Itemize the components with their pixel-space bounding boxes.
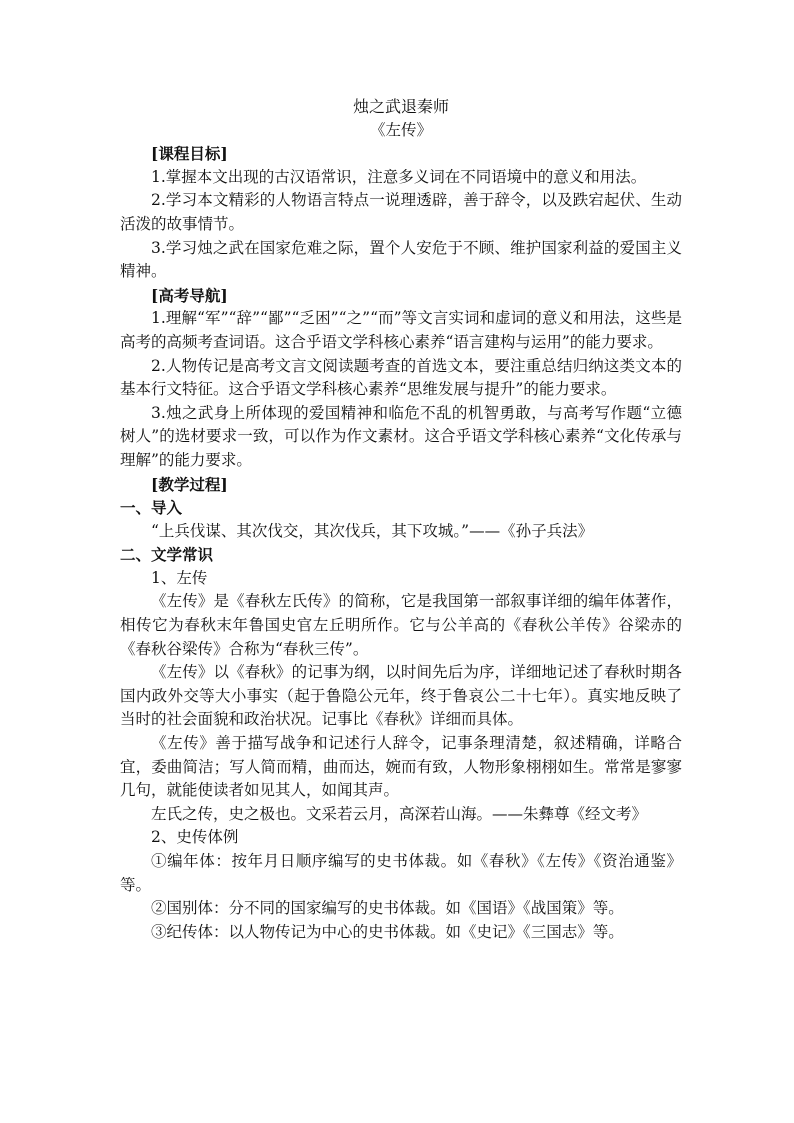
document-source: 《左传》 <box>369 120 432 139</box>
section-heading-intro: 一、导入 <box>120 498 183 518</box>
process-heading: [教学过程] <box>151 474 228 494</box>
goals-heading: [课程目标] <box>151 144 228 164</box>
subheading-history-styles: 2、史传体例 <box>151 828 239 847</box>
intro-quote: “上兵伐谋、其次伐交，其次伐兵，其下攻城。”——《孙子兵法》 <box>151 521 594 540</box>
exam-heading: [高考导航] <box>151 285 228 305</box>
zuozhuan-paragraph: 左氏之传，史之极也。文采若云月，高深若山海。——朱彝尊《经文考》 <box>151 804 648 823</box>
goal-item: 3.学习烛之武在国家危难之际，置个人安危于不顾、维护国家利益的爱国主义精神。 <box>120 238 682 281</box>
goal-item: 2.学习本文精彩的人物语言特点一说理透辟，善于辞令，以及跌宕起伏、生动活泼的故事情节。 <box>120 191 682 233</box>
zuozhuan-paragraph: 《左传》善于描写战争和记述行人辞令，记事条理清楚，叙述精确，详略合宜，委曲简洁；写人简而精，曲而达，婉而有致，人物形象栩栩如生。常常是寥寥几句，就能使读者如见其人，如闻其声。 <box>120 734 682 800</box>
document-title: 烛之武退秦师 <box>352 97 449 116</box>
zuozhuan-paragraph: 《左传》以《春秋》的记事为纲，以时间先后为序，详细地记述了春秋时期各国内政外交等大小事实（起于鲁隐公元年，终于鲁哀公二十七年）。真实地反映了当时的社会面貌和政治状况。记事比《春秋》详细而具体。 <box>120 663 682 729</box>
exam-item: 1.理解“军”“辞”“鄙”“乏困”“之”“而”等文言实词和虚词的意义和用法，这些是高考的高频考查词语。这合乎语文学科核心素养“语言建构与运用”的能力要求。 <box>120 309 682 351</box>
history-style-item: ②国别体：分不同的国家编写的史书体裁。如《国语》《战国策》等。 <box>151 899 624 918</box>
goal-item: 1.掌握本文出现的古汉语常识，注意多义词在不同语境中的意义和用法。 <box>151 167 647 186</box>
subheading-zuozhuan: 1、左传 <box>151 568 208 587</box>
history-style-item: ③纪传体：以人物传记为中心的史书体裁。如《史记》《三国志》等。 <box>151 922 624 941</box>
history-style-item: ①编年体：按年月日顺序编写的史书体裁。如《春秋》《左传》《资治通鉴》等。 <box>120 852 682 894</box>
exam-item: 2.人物传记是高考文言文阅读题考查的首选文本，要注重总结归纳这类文本的基本行文特征。这合乎语文学科核心素养“思维发展与提升”的能力要求。 <box>120 356 682 399</box>
exam-item: 3.烛之武身上所体现的爱国精神和临危不乱的机智勇敢，与高考写作题“立德树人”的选材要求一致，可以作为作文素材。这合乎语文学科核心素养“文化传承与理解”的能力要求。 <box>120 403 682 469</box>
section-heading-literature: 二、文学常识 <box>120 545 214 565</box>
zuozhuan-paragraph: 《左传》是《春秋左氏传》的简称，它是我国第一部叙事详细的编年体著作，相传它为春秋末年鲁国史官左丘明所作。它与公羊高的《春秋公羊传》谷梁赤的《春秋谷梁传》合称为“春秋三传”。 <box>120 592 682 658</box>
document-page <box>120 95 682 944</box>
